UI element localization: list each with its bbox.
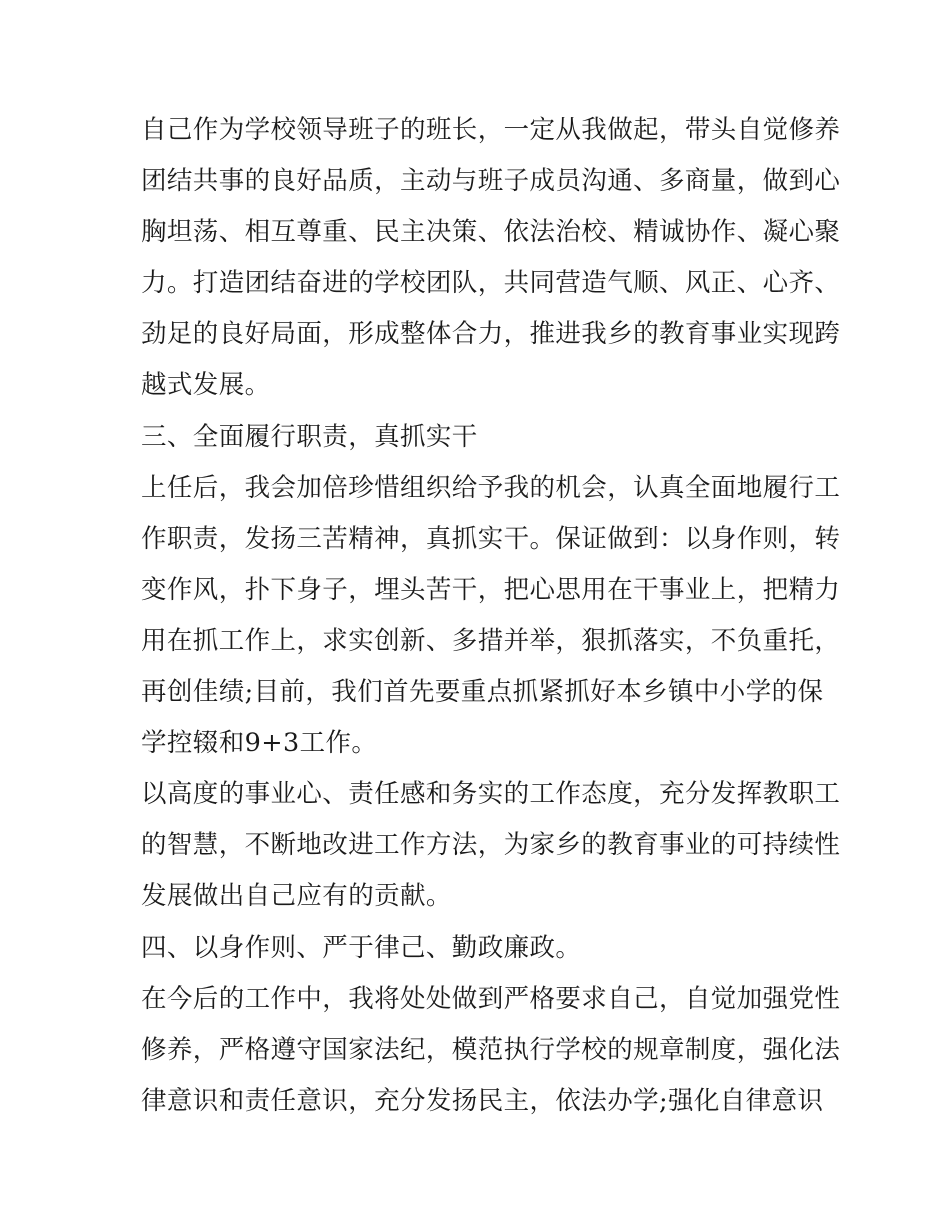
text-line: 胸坦荡、相互尊重、民主决策、依法治校、精诚协作、凝心聚 — [141, 217, 841, 248]
text-line: 在今后的工作中，我将处处做到严格要求自己，自觉加强党性 — [141, 983, 841, 1014]
text-line: 劲足的良好局面，形成整体合力，推进我乡的教育事业实现跨 — [141, 319, 841, 350]
text-line: 修养，严格遵守国家法纪，模范执行学校的规章制度，强化法 — [141, 1034, 841, 1065]
text-line: 变作风，扑下身子，埋头苦干，把心思用在干事业上，把精力 — [141, 574, 841, 605]
text-line: 越式发展。 — [141, 370, 271, 401]
text-line: 学控辍和9+3工作。 — [141, 728, 378, 759]
text-line: 自己作为学校领导班子的班长，一定从我做起，带头自觉修养 — [141, 115, 841, 145]
text-line: 用在抓工作上，求实创新、多措并举，狠抓落实，不负重托， — [141, 625, 841, 656]
text-line: 力。打造团结奋进的学校团队，共同营造气顺、风正、心齐、 — [141, 268, 841, 299]
text-line: 以高度的事业心、责任感和务实的工作态度，充分发挥教职工 — [141, 779, 841, 810]
text-line: 律意识和责任意识，充分发扬民主，依法办学;强化自律意识 — [141, 1085, 824, 1116]
text-line: 的智慧，不断地改进工作方法，为家乡的教育事业的可持续性 — [141, 830, 841, 861]
text-line: 发展做出自己应有的贡献。 — [141, 881, 452, 912]
text-line: 再创佳绩;目前，我们首先要重点抓紧抓好本乡镇中小学的保 — [141, 677, 824, 708]
text-line: 上任后，我会加倍珍惜组织给予我的机会，认真全面地履行工 — [141, 472, 841, 503]
body-text — [141, 105, 841, 1127]
section-heading: 三、全面履行职责，真抓实干 — [141, 421, 478, 452]
text-line: 作职责，发扬三苦精神，真抓实干。保证做到：以身作则，转 — [141, 523, 841, 554]
section-heading: 四、以身作则、严于律己、勤政廉政。 — [141, 932, 582, 963]
text-line: 团结共事的良好品质，主动与班子成员沟通、多商量，做到心 — [141, 166, 841, 197]
